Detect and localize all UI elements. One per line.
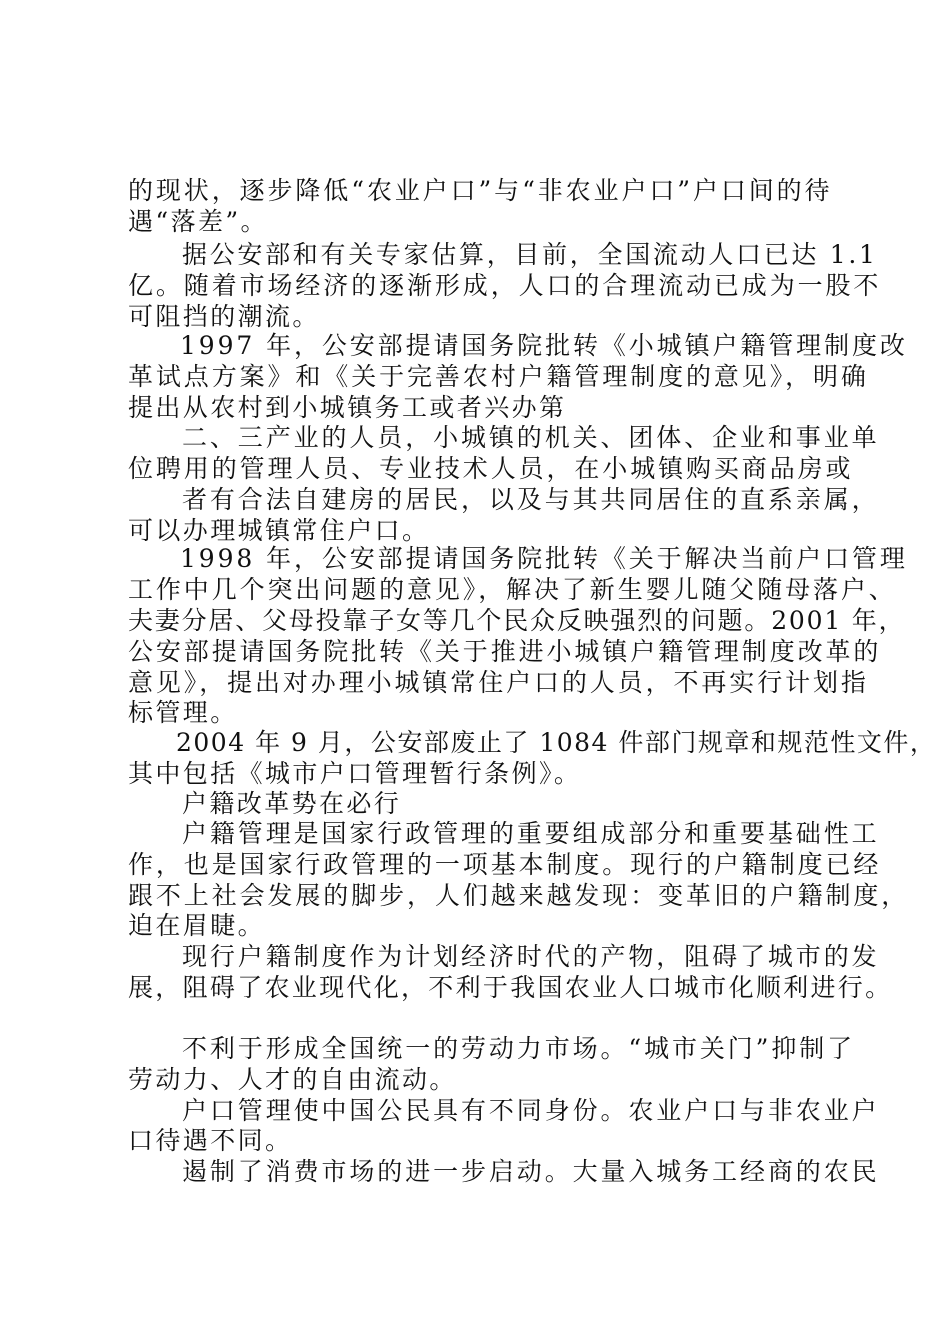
text-line: 其中包括《城市户口管理暂行条例》。 <box>128 759 582 788</box>
text-line: 夫妻分居、父母投靠子女等几个民众反映强烈的问题。2001 年， <box>128 606 906 635</box>
text-line: 跟不上社会发展的脚步，人们越来越发现：变革旧的户籍制度， <box>128 881 910 910</box>
text-line: 位聘用的管理人员、专业技术人员，在小城镇购买商品房或 <box>128 454 854 483</box>
text-line: 公安部提请国务院批转《关于推进小城镇户籍管理制度改革的 <box>128 637 882 666</box>
text-line: 遇“落差”。 <box>128 207 268 236</box>
text-line: 可阻挡的潮流。 <box>128 302 320 331</box>
text-line: 遏制了消费市场的进一步启动。大量入城务工经商的农民 <box>182 1157 880 1186</box>
text-line: 工作中几个突出问题的意见》，解决了新生婴儿随父随母落户、 <box>128 575 897 604</box>
text-line: 现行户籍制度作为计划经济时代的产物，阻碍了城市的发 <box>182 942 880 971</box>
text-line: 口待遇不同。 <box>128 1126 293 1155</box>
text-line: 展，阻碍了农业现代化，不利于我国农业人口城市化顺利进行。 <box>128 973 893 1002</box>
text-line: 不利于形成全国统一的劳动力市场。“城市关门”抑制了 <box>182 1034 856 1063</box>
text-line: 2004 年 9 月，公安部废止了 1084 件部门规章和规范性文件， <box>176 728 937 757</box>
text-line: 革试点方案》和《关于完善农村户籍管理制度的意见》，明确 <box>128 362 869 391</box>
text-line: 标管理。 <box>128 698 238 727</box>
text-line: 亿。随着市场经济的逐渐形成，人口的合理流动已成为一股不 <box>128 271 882 300</box>
section-heading: 户籍改革势在必行 <box>182 789 402 818</box>
text-line: 可以办理城镇常住户口。 <box>128 516 430 545</box>
text-line: 迫在眉睫。 <box>128 911 266 940</box>
text-line: 户口管理使中国公民具有不同身份。农业户口与非农业户 <box>182 1096 880 1125</box>
text-line: 据公安部和有关专家估算，目前，全国流动人口已达 1.1 <box>182 240 878 269</box>
text-line: 的现状，逐步降低“农业户口”与“非农业户口”户口间的待 <box>128 176 833 205</box>
text-line: 作，也是国家行政管理的一项基本制度。现行的户籍制度已经 <box>128 850 882 879</box>
text-line: 劳动力、人才的自由流动。 <box>128 1065 457 1094</box>
text-line: 1997 年，公安部提请国务院批转《小城镇户籍管理制度改 <box>180 331 908 360</box>
text-line: 意见》，提出对办理小城镇常住户口的人员，不再实行计划指 <box>128 668 869 697</box>
text-line: 1998 年，公安部提请国务院批转《关于解决当前户口管理 <box>180 544 908 573</box>
text-line: 户籍管理是国家行政管理的重要组成部分和重要基础性工 <box>182 819 880 848</box>
text-line: 者有合法自建房的居民，以及与其共同居住的直系亲属， <box>182 485 880 514</box>
text-line: 提出从农村到小城镇务工或者兴办第 <box>128 393 567 422</box>
text-line: 二、三产业的人员，小城镇的机关、团体、企业和事业单 <box>182 423 880 452</box>
